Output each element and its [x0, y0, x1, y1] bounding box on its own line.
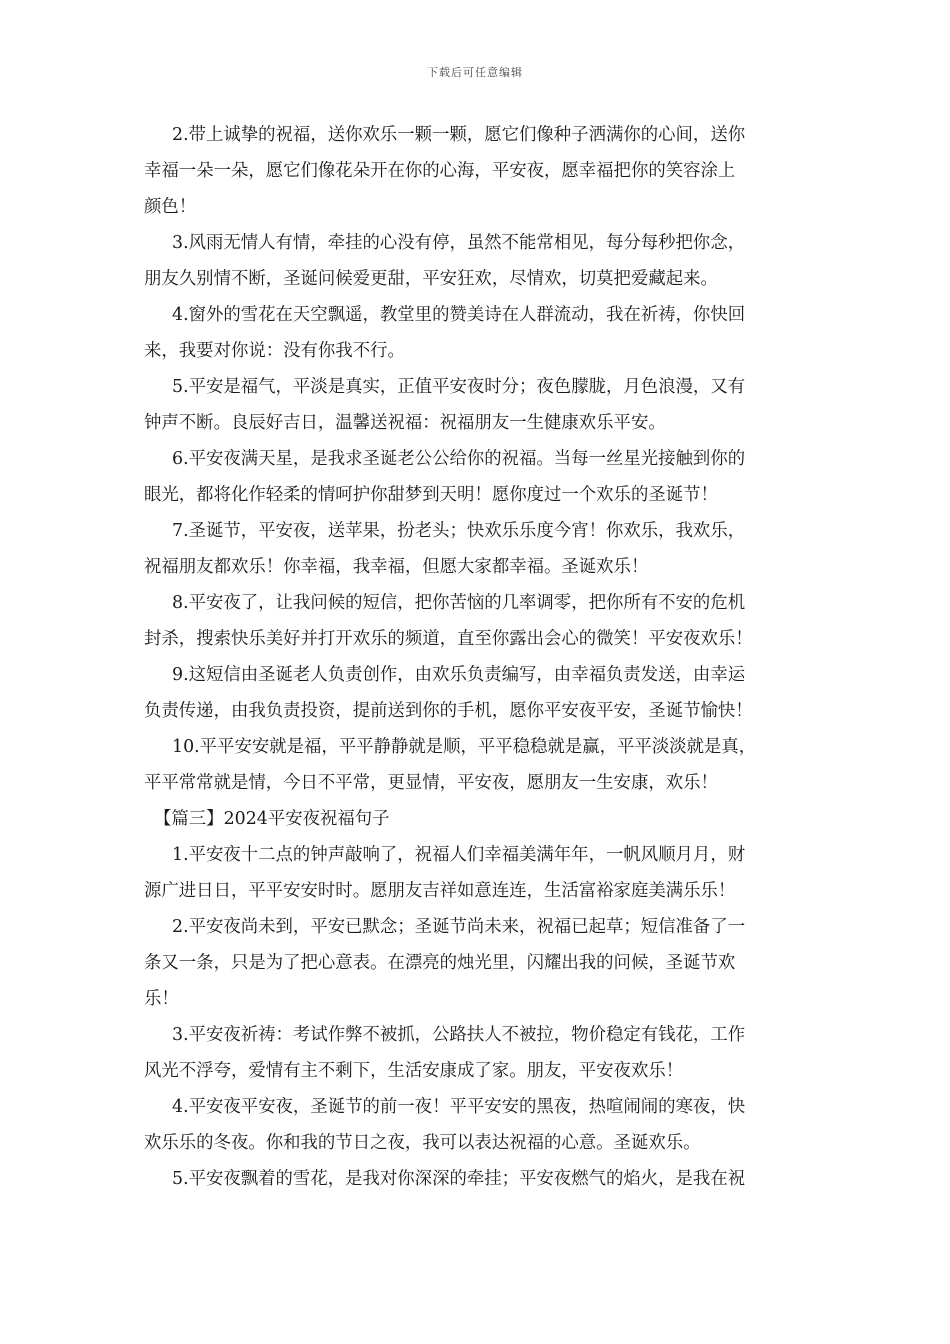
text-line: 10.平平安安就是福，平平静静就是顺，平平稳稳就是赢，平平淡淡就是真， [172, 737, 757, 757]
text-line: 乐！ [144, 989, 179, 1009]
text-line: 7.圣诞节，平安夜，送苹果，扮老头；快欢乐乐度今宵！你欢乐，我欢乐， [172, 521, 746, 541]
text-line: 负责传递，由我负责投资，提前送到你的手机，愿你平安夜平安，圣诞节愉快！ [144, 701, 753, 721]
text-line: 来，我要对你说：没有你我不行。 [144, 341, 405, 361]
text-line: 祝福朋友都欢乐！你幸福，我幸福，但愿大家都幸福。圣诞欢乐！ [144, 557, 649, 577]
text-line: 钟声不断。良辰好吉日，温馨送祝福：祝福朋友一生健康欢乐平安。 [144, 413, 666, 433]
text-line: 9.这短信由圣诞老人负责创作，由欢乐负责编写，由幸福负责发送，由幸运 [172, 665, 746, 685]
text-line: 欢乐乐的冬夜。你和我的节日之夜，我可以表达祝福的心意。圣诞欢乐。 [144, 1133, 701, 1153]
text-line: 6.平安夜满天星，是我求圣诞老公公给你的祝福。当每一丝星光接触到你的 [172, 449, 746, 469]
text-line: 幸福一朵一朵，愿它们像花朵开在你的心海，平安夜，愿幸福把你的笑容涂上 [144, 161, 736, 181]
text-line: 4.窗外的雪花在天空飘遥，教堂里的赞美诗在人群流动，我在祈祷，你快回 [172, 305, 746, 325]
text-line: 封杀，搜索快乐美好并打开欢乐的频道，直至你露出会心的微笑！平安夜欢乐！ [144, 629, 753, 649]
text-line: 条又一条，只是为了把心意表。在漂亮的烛光里，闪耀出我的问候，圣诞节欢 [144, 953, 736, 973]
page-header-note: 下载后可任意编辑 [427, 66, 523, 79]
text-line: 8.平安夜了，让我问候的短信，把你苦恼的几率调零，把你所有不安的危机 [172, 593, 746, 613]
text-line: 5.平安夜飘着的雪花，是我对你深深的牵挂；平安夜燃气的焰火，是我在祝 [172, 1169, 746, 1189]
text-line: 5.平安是福气，平淡是真实，正值平安夜时分；夜色朦胧，月色浪漫，又有 [172, 377, 746, 397]
text-line: 眼光，都将化作轻柔的情呵护你甜梦到天明！愿你度过一个欢乐的圣诞节！ [144, 485, 718, 505]
text-line: 3.平安夜祈祷：考试作弊不被抓，公路扶人不被拉，物价稳定有钱花，工作 [172, 1025, 746, 1045]
text-line: 颜色！ [144, 197, 197, 217]
text-line: 平平常常就是情，今日不平常，更显情，平安夜，愿朋友一生安康，欢乐！ [144, 773, 718, 793]
document-body [144, 117, 824, 1197]
text-line: 3.风雨无情人有情，牵挂的心没有停，虽然不能常相见，每分每秒把你念， [172, 233, 746, 253]
text-line: 风光不浮夸，爱情有主不剩下，生活安康成了家。朋友，平安夜欢乐！ [144, 1061, 684, 1081]
text-line: 1.平安夜十二点的钟声敲响了，祝福人们幸福美满年年，一帆风顺月月，财 [172, 845, 746, 865]
text-line: 朋友久别情不断，圣诞问候爱更甜，平安狂欢，尽情欢，切莫把爱藏起来。 [144, 269, 718, 289]
text-line: 2.平安夜尚未到，平安已默念；圣诞节尚未来，祝福已起草；短信准备了一 [172, 917, 746, 937]
section-heading: 【篇三】2024平安夜祝福句子 [154, 809, 390, 829]
text-line: 2.带上诚挚的祝福，送你欢乐一颗一颗，愿它们像种子洒满你的心间，送你 [172, 125, 746, 145]
text-line: 4.平安夜平安夜，圣诞节的前一夜！平平安安的黑夜，热喧闹闹的寒夜，快 [172, 1097, 746, 1117]
text-line: 源广进日日，平平安安时时。愿朋友吉祥如意连连，生活富裕家庭美满乐乐！ [144, 881, 736, 901]
